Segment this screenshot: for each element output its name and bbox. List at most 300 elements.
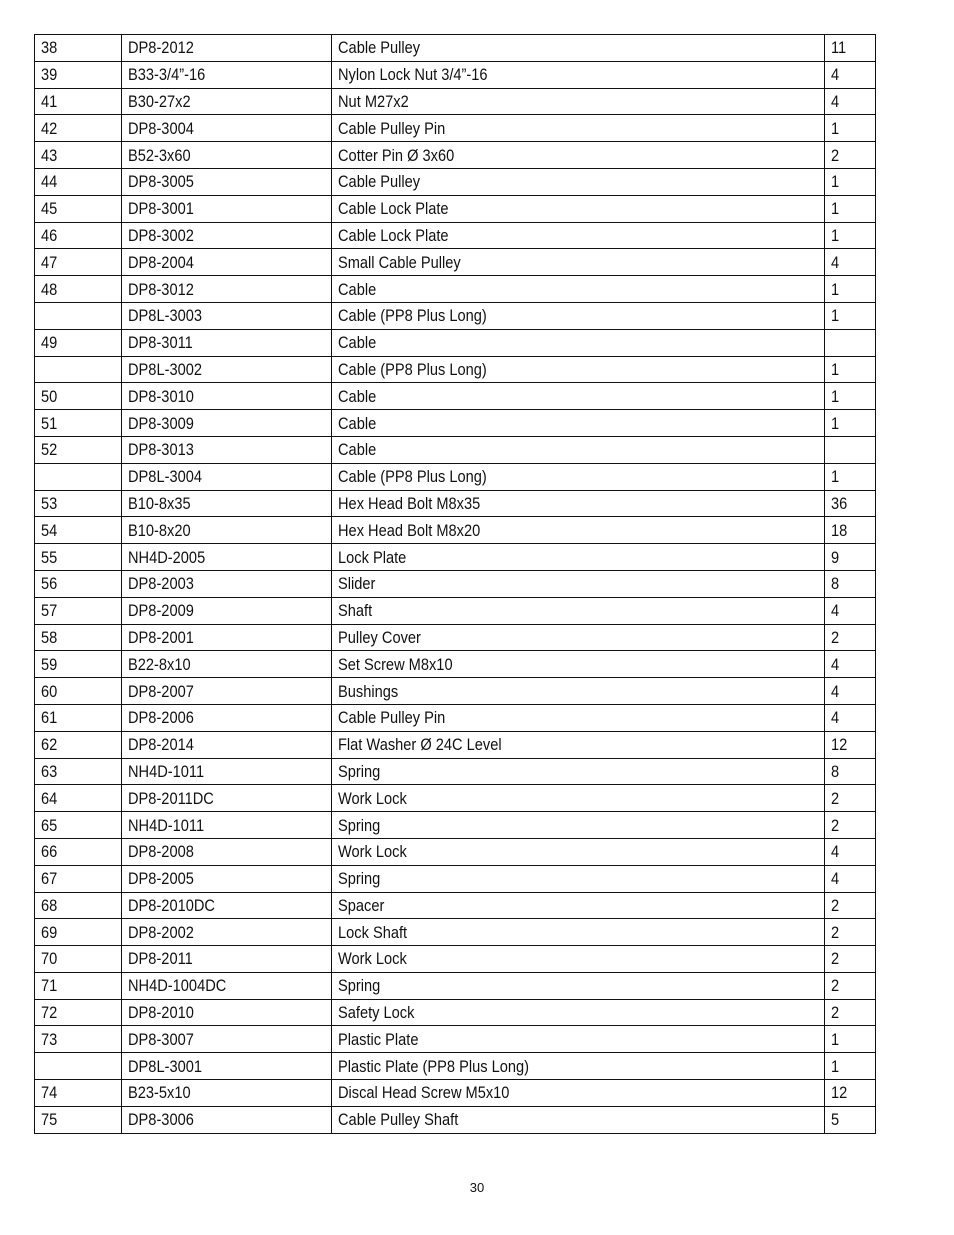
part-number-cell bbox=[122, 785, 332, 812]
item-number-text: 74 bbox=[41, 1083, 58, 1103]
table-row bbox=[35, 517, 876, 544]
part-number-text: DP8-2012 bbox=[128, 38, 194, 58]
table-row bbox=[35, 999, 876, 1026]
description-text: Plastic Plate bbox=[338, 1029, 419, 1049]
description-cell bbox=[332, 115, 825, 142]
parts-table-body bbox=[35, 35, 876, 1134]
quantity-cell bbox=[824, 463, 875, 490]
description-cell bbox=[332, 731, 825, 758]
item-number-cell bbox=[35, 1026, 122, 1053]
quantity-cell bbox=[824, 383, 875, 410]
item-number-text: 58 bbox=[41, 627, 58, 647]
quantity-cell bbox=[824, 1106, 875, 1133]
description-cell bbox=[332, 785, 825, 812]
item-number-text: 45 bbox=[41, 199, 58, 219]
table-row bbox=[35, 436, 876, 463]
part-number-cell bbox=[122, 249, 332, 276]
quantity-text: 4 bbox=[830, 681, 840, 701]
item-number-cell bbox=[35, 570, 122, 597]
description-text: Set Screw M8x10 bbox=[338, 654, 453, 674]
item-number-text: 39 bbox=[41, 65, 58, 85]
description-cell bbox=[332, 168, 825, 195]
part-number-text: DP8-3011 bbox=[128, 333, 193, 353]
part-number-cell bbox=[122, 410, 332, 437]
quantity-cell bbox=[824, 302, 875, 329]
description-text: Spring bbox=[338, 869, 381, 889]
quantity-cell bbox=[824, 168, 875, 195]
table-row bbox=[35, 1080, 876, 1107]
quantity-cell bbox=[824, 356, 875, 383]
part-number-text: DP8-3009 bbox=[128, 413, 194, 433]
description-text: Cable Pulley bbox=[338, 172, 421, 192]
part-number-cell bbox=[122, 597, 332, 624]
quantity-cell bbox=[824, 624, 875, 651]
description-text: Nylon Lock Nut 3/4”-16 bbox=[338, 65, 488, 85]
description-text: Shaft bbox=[338, 601, 373, 621]
part-number-text: DP8-3004 bbox=[128, 118, 194, 138]
table-row bbox=[35, 1053, 876, 1080]
table-row bbox=[35, 115, 876, 142]
item-number-cell bbox=[35, 919, 122, 946]
description-cell bbox=[332, 356, 825, 383]
item-number-text: 57 bbox=[41, 601, 58, 621]
item-number-cell bbox=[35, 1053, 122, 1080]
quantity-cell bbox=[824, 195, 875, 222]
table-row bbox=[35, 329, 876, 356]
part-number-text: DP8-3001 bbox=[128, 199, 194, 219]
item-number-cell bbox=[35, 383, 122, 410]
item-number-cell bbox=[35, 410, 122, 437]
quantity-text: 2 bbox=[830, 1003, 840, 1023]
part-number-cell bbox=[122, 892, 332, 919]
quantity-text: 4 bbox=[830, 869, 840, 889]
quantity-cell bbox=[824, 61, 875, 88]
item-number-text: 60 bbox=[41, 681, 58, 701]
table-row bbox=[35, 410, 876, 437]
part-number-text: DP8-2001 bbox=[128, 627, 194, 647]
description-cell bbox=[332, 624, 825, 651]
quantity-cell bbox=[824, 436, 875, 463]
description-cell bbox=[332, 678, 825, 705]
description-cell bbox=[332, 302, 825, 329]
table-row bbox=[35, 838, 876, 865]
item-number-cell bbox=[35, 168, 122, 195]
quantity-text: 8 bbox=[830, 761, 840, 781]
quantity-text: 18 bbox=[830, 520, 848, 540]
description-text: Cable Pulley Pin bbox=[338, 118, 446, 138]
quantity-cell bbox=[824, 972, 875, 999]
part-number-cell bbox=[122, 222, 332, 249]
item-number-cell bbox=[35, 1106, 122, 1133]
item-number-text: 50 bbox=[41, 386, 58, 406]
quantity-cell bbox=[824, 838, 875, 865]
description-text: Cable bbox=[338, 440, 377, 460]
quantity-cell bbox=[824, 946, 875, 973]
item-number-cell bbox=[35, 276, 122, 303]
description-cell bbox=[332, 1080, 825, 1107]
quantity-text: 36 bbox=[830, 493, 848, 513]
part-number-cell bbox=[122, 436, 332, 463]
quantity-cell bbox=[824, 249, 875, 276]
description-cell bbox=[332, 383, 825, 410]
item-number-text: 62 bbox=[41, 735, 58, 755]
description-text: Spacer bbox=[338, 895, 385, 915]
part-number-text: NH4D-2005 bbox=[128, 547, 206, 567]
description-cell bbox=[332, 838, 825, 865]
part-number-text: NH4D-1011 bbox=[128, 761, 205, 781]
description-cell bbox=[332, 999, 825, 1026]
part-number-cell bbox=[122, 356, 332, 383]
item-number-cell bbox=[35, 61, 122, 88]
quantity-text: 5 bbox=[830, 1110, 840, 1130]
quantity-text: 2 bbox=[830, 627, 840, 647]
item-number-text: 47 bbox=[41, 252, 58, 272]
item-number-cell bbox=[35, 838, 122, 865]
part-number-text: DP8-2003 bbox=[128, 574, 194, 594]
quantity-cell bbox=[824, 812, 875, 839]
quantity-cell bbox=[824, 517, 875, 544]
part-number-cell bbox=[122, 88, 332, 115]
description-cell bbox=[332, 88, 825, 115]
item-number-text: 67 bbox=[41, 869, 58, 889]
table-row bbox=[35, 276, 876, 303]
description-cell bbox=[332, 490, 825, 517]
part-number-text: B10-8x20 bbox=[128, 520, 191, 540]
part-number-cell bbox=[122, 168, 332, 195]
description-text: Cable (PP8 Plus Long) bbox=[338, 467, 488, 487]
table-row bbox=[35, 892, 876, 919]
item-number-text: 54 bbox=[41, 520, 58, 540]
quantity-text: 4 bbox=[830, 842, 840, 862]
part-number-text: NH4D-1004DC bbox=[128, 976, 227, 996]
quantity-text: 2 bbox=[830, 815, 840, 835]
quantity-cell bbox=[824, 544, 875, 571]
quantity-text: 4 bbox=[830, 252, 840, 272]
item-number-text: 38 bbox=[41, 38, 58, 58]
quantity-cell bbox=[824, 410, 875, 437]
item-number-cell bbox=[35, 812, 122, 839]
parts-table bbox=[34, 34, 876, 1134]
quantity-text: 4 bbox=[830, 601, 840, 621]
description-cell bbox=[332, 463, 825, 490]
quantity-cell bbox=[824, 142, 875, 169]
part-number-text: DP8-2007 bbox=[128, 681, 194, 701]
description-cell bbox=[332, 892, 825, 919]
part-number-cell bbox=[122, 758, 332, 785]
description-cell bbox=[332, 436, 825, 463]
item-number-cell bbox=[35, 115, 122, 142]
item-number-cell bbox=[35, 597, 122, 624]
part-number-text: DP8-2011DC bbox=[128, 788, 214, 808]
description-text: Cotter Pin Ø 3x60 bbox=[338, 145, 455, 165]
part-number-text: B23-5x10 bbox=[128, 1083, 191, 1103]
table-row bbox=[35, 142, 876, 169]
quantity-text: 4 bbox=[830, 654, 840, 674]
item-number-text: 68 bbox=[41, 895, 58, 915]
part-number-text: DP8-3006 bbox=[128, 1110, 194, 1130]
item-number-text: 42 bbox=[41, 118, 58, 138]
item-number-text: 41 bbox=[41, 91, 58, 111]
quantity-cell bbox=[824, 1026, 875, 1053]
item-number-cell bbox=[35, 704, 122, 731]
quantity-cell bbox=[824, 865, 875, 892]
description-text: Hex Head Bolt M8x35 bbox=[338, 493, 481, 513]
quantity-text: 2 bbox=[830, 788, 840, 808]
part-number-text: DP8-2010DC bbox=[128, 895, 216, 915]
part-number-cell bbox=[122, 624, 332, 651]
part-number-text: DP8-3012 bbox=[128, 279, 194, 299]
quantity-cell bbox=[824, 1080, 875, 1107]
description-cell bbox=[332, 195, 825, 222]
quantity-text: 1 bbox=[830, 386, 840, 406]
item-number-cell bbox=[35, 651, 122, 678]
description-text: Pulley Cover bbox=[338, 627, 422, 647]
table-row bbox=[35, 88, 876, 115]
quantity-text: 1 bbox=[830, 413, 840, 433]
part-number-text: DP8-2010 bbox=[128, 1003, 194, 1023]
table-row bbox=[35, 356, 876, 383]
table-row bbox=[35, 758, 876, 785]
part-number-text: B33-3/4”-16 bbox=[128, 65, 206, 85]
quantity-cell bbox=[824, 704, 875, 731]
quantity-text: 2 bbox=[830, 976, 840, 996]
item-number-text: 71 bbox=[41, 976, 58, 996]
part-number-cell bbox=[122, 35, 332, 62]
quantity-cell bbox=[824, 1053, 875, 1080]
item-number-cell bbox=[35, 946, 122, 973]
quantity-cell bbox=[824, 570, 875, 597]
part-number-text: DP8-3010 bbox=[128, 386, 194, 406]
quantity-cell bbox=[824, 651, 875, 678]
part-number-text: DP8-2009 bbox=[128, 601, 194, 621]
description-cell bbox=[332, 812, 825, 839]
quantity-text: 9 bbox=[830, 547, 840, 567]
item-number-cell bbox=[35, 1080, 122, 1107]
part-number-text: DP8-3005 bbox=[128, 172, 194, 192]
description-text: Cable bbox=[338, 333, 377, 353]
item-number-cell bbox=[35, 490, 122, 517]
description-text: Cable Pulley Shaft bbox=[338, 1110, 459, 1130]
description-cell bbox=[332, 410, 825, 437]
item-number-text: 72 bbox=[41, 1003, 58, 1023]
part-number-cell bbox=[122, 651, 332, 678]
quantity-text: 4 bbox=[830, 65, 840, 85]
item-number-cell bbox=[35, 249, 122, 276]
quantity-cell bbox=[824, 276, 875, 303]
item-number-cell bbox=[35, 758, 122, 785]
description-cell bbox=[332, 597, 825, 624]
table-row bbox=[35, 678, 876, 705]
part-number-cell bbox=[122, 1026, 332, 1053]
part-number-text: DP8-2011 bbox=[128, 949, 193, 969]
quantity-text: 2 bbox=[830, 922, 840, 942]
description-text: Safety Lock bbox=[338, 1003, 415, 1023]
part-number-text: B52-3x60 bbox=[128, 145, 191, 165]
item-number-text: 64 bbox=[41, 788, 58, 808]
item-number-cell bbox=[35, 972, 122, 999]
quantity-text: 8 bbox=[830, 574, 840, 594]
description-text: Cable bbox=[338, 413, 377, 433]
description-text: Plastic Plate (PP8 Plus Long) bbox=[338, 1056, 530, 1076]
description-text: Discal Head Screw M5x10 bbox=[338, 1083, 510, 1103]
description-cell bbox=[332, 758, 825, 785]
part-number-cell bbox=[122, 195, 332, 222]
item-number-cell bbox=[35, 142, 122, 169]
description-cell bbox=[332, 651, 825, 678]
part-number-text: DP8-2002 bbox=[128, 922, 194, 942]
part-number-cell bbox=[122, 517, 332, 544]
quantity-text: 1 bbox=[830, 306, 840, 326]
table-row bbox=[35, 544, 876, 571]
description-cell bbox=[332, 972, 825, 999]
quantity-cell bbox=[824, 597, 875, 624]
part-number-text: DP8-2004 bbox=[128, 252, 194, 272]
quantity-text: 1 bbox=[830, 359, 840, 379]
description-text: Bushings bbox=[338, 681, 399, 701]
item-number-text: 75 bbox=[41, 1110, 58, 1130]
item-number-text: 70 bbox=[41, 949, 58, 969]
part-number-cell bbox=[122, 704, 332, 731]
quantity-cell bbox=[824, 678, 875, 705]
table-row bbox=[35, 919, 876, 946]
description-text: Cable (PP8 Plus Long) bbox=[338, 306, 488, 326]
quantity-cell bbox=[824, 329, 875, 356]
description-cell bbox=[332, 249, 825, 276]
part-number-cell bbox=[122, 61, 332, 88]
part-number-text: DP8-3013 bbox=[128, 440, 194, 460]
part-number-cell bbox=[122, 463, 332, 490]
table-row bbox=[35, 785, 876, 812]
part-number-cell bbox=[122, 142, 332, 169]
description-cell bbox=[332, 276, 825, 303]
item-number-text: 69 bbox=[41, 922, 58, 942]
description-cell bbox=[332, 517, 825, 544]
quantity-text: 2 bbox=[830, 949, 840, 969]
description-text: Cable Pulley Pin bbox=[338, 708, 446, 728]
item-number-cell bbox=[35, 329, 122, 356]
table-row bbox=[35, 624, 876, 651]
item-number-text: 48 bbox=[41, 279, 58, 299]
part-number-text: DP8-3007 bbox=[128, 1029, 194, 1049]
description-text: Cable Lock Plate bbox=[338, 225, 449, 245]
description-cell bbox=[332, 1026, 825, 1053]
part-number-cell bbox=[122, 544, 332, 571]
part-number-cell bbox=[122, 570, 332, 597]
part-number-cell bbox=[122, 490, 332, 517]
quantity-cell bbox=[824, 785, 875, 812]
description-text: Nut M27x2 bbox=[338, 91, 410, 111]
table-row bbox=[35, 222, 876, 249]
part-number-cell bbox=[122, 946, 332, 973]
part-number-cell bbox=[122, 865, 332, 892]
item-number-cell bbox=[35, 517, 122, 544]
item-number-cell bbox=[35, 436, 122, 463]
description-text: Work Lock bbox=[338, 949, 408, 969]
quantity-cell bbox=[824, 892, 875, 919]
part-number-text: DP8L-3001 bbox=[128, 1056, 203, 1076]
part-number-cell bbox=[122, 838, 332, 865]
description-text: Spring bbox=[338, 761, 381, 781]
item-number-text: 65 bbox=[41, 815, 58, 835]
description-text: Spring bbox=[338, 815, 381, 835]
part-number-cell bbox=[122, 329, 332, 356]
quantity-text: 4 bbox=[830, 708, 840, 728]
description-text: Flat Washer Ø 24C Level bbox=[338, 735, 502, 755]
quantity-text: 1 bbox=[830, 1029, 840, 1049]
part-number-text: DP8-3002 bbox=[128, 225, 194, 245]
item-number-text: 73 bbox=[41, 1029, 58, 1049]
quantity-text: 1 bbox=[830, 199, 840, 219]
item-number-cell bbox=[35, 892, 122, 919]
description-cell bbox=[332, 1053, 825, 1080]
description-cell bbox=[332, 865, 825, 892]
item-number-cell bbox=[35, 222, 122, 249]
table-row bbox=[35, 972, 876, 999]
description-cell bbox=[332, 222, 825, 249]
description-cell bbox=[332, 544, 825, 571]
description-cell bbox=[332, 142, 825, 169]
part-number-text: DP8L-3004 bbox=[128, 467, 203, 487]
table-row bbox=[35, 1026, 876, 1053]
part-number-cell bbox=[122, 383, 332, 410]
quantity-cell bbox=[824, 731, 875, 758]
table-row bbox=[35, 731, 876, 758]
description-cell bbox=[332, 946, 825, 973]
quantity-text: 1 bbox=[830, 172, 840, 192]
quantity-cell bbox=[824, 35, 875, 62]
quantity-text: 2 bbox=[830, 895, 840, 915]
table-row bbox=[35, 946, 876, 973]
quantity-cell bbox=[824, 919, 875, 946]
quantity-text: 1 bbox=[830, 118, 840, 138]
table-row bbox=[35, 597, 876, 624]
item-number-text: 63 bbox=[41, 761, 58, 781]
description-text: Cable Lock Plate bbox=[338, 199, 449, 219]
description-text: Cable Pulley bbox=[338, 38, 421, 58]
description-text: Cable bbox=[338, 279, 377, 299]
part-number-cell bbox=[122, 1106, 332, 1133]
item-number-cell bbox=[35, 785, 122, 812]
item-number-cell bbox=[35, 865, 122, 892]
description-text: Work Lock bbox=[338, 788, 408, 808]
part-number-cell bbox=[122, 1080, 332, 1107]
table-row bbox=[35, 1106, 876, 1133]
item-number-text: 52 bbox=[41, 440, 58, 460]
quantity-cell bbox=[824, 758, 875, 785]
quantity-text: 4 bbox=[830, 91, 840, 111]
item-number-text: 53 bbox=[41, 493, 58, 513]
quantity-cell bbox=[824, 222, 875, 249]
item-number-text: 49 bbox=[41, 333, 58, 353]
table-row bbox=[35, 463, 876, 490]
part-number-text: B22-8x10 bbox=[128, 654, 191, 674]
part-number-cell bbox=[122, 276, 332, 303]
description-cell bbox=[332, 704, 825, 731]
table-row bbox=[35, 61, 876, 88]
quantity-text: 1 bbox=[830, 279, 840, 299]
description-text: Hex Head Bolt M8x20 bbox=[338, 520, 481, 540]
item-number-cell bbox=[35, 999, 122, 1026]
description-text: Lock Plate bbox=[338, 547, 407, 567]
item-number-cell bbox=[35, 463, 122, 490]
quantity-text: 1 bbox=[830, 467, 840, 487]
part-number-cell bbox=[122, 999, 332, 1026]
table-row bbox=[35, 249, 876, 276]
quantity-text: 1 bbox=[830, 225, 840, 245]
table-row bbox=[35, 865, 876, 892]
description-text: Small Cable Pulley bbox=[338, 252, 462, 272]
description-cell bbox=[332, 329, 825, 356]
